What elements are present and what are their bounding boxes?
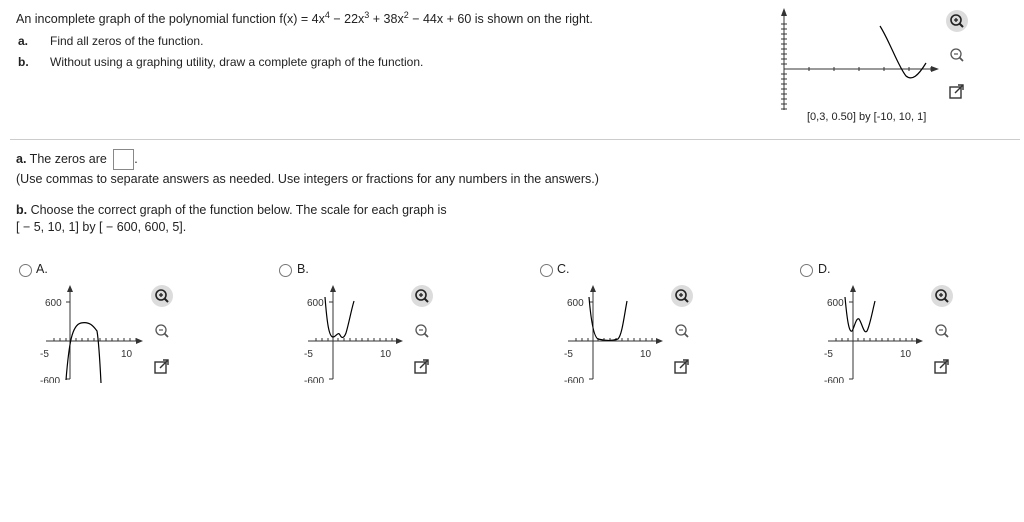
option-d-radio[interactable] [800,264,813,277]
zoom-in-icon [151,285,173,307]
zoom-in-icon [931,285,953,307]
option-b-ybot-label: -600 [304,376,325,383]
option-c-zoom-out-button[interactable] [671,320,693,342]
option-a-graph [36,283,148,383]
option-a-zoom-out-button[interactable] [151,320,173,342]
part-a-text: Find all zeros of the function. [50,34,204,48]
option-d-y-arrow [850,285,856,292]
problem-statement: An incomplete graph of the polynomial function $f(x) = 4x^4 - 22x^3 + 38x^2 - 44x + 60$ is shown on the right. [16,10,593,27]
option-a-ytop-label: 600 [45,298,62,309]
part-b-letter: b. [18,55,29,69]
part-b-text: Without using a graphing utility, draw a complete graph of the function. [50,55,424,69]
zoom-out-icon [931,320,953,342]
option-c-xright-label: 10 [640,349,652,360]
option-a-ybot-label: -600 [40,376,61,383]
option-d-xright-label: 10 [900,349,912,360]
option-a-x-arrow [136,338,143,344]
open-external-icon [948,83,966,101]
zeros-answer-input[interactable] [113,149,134,170]
option-b-curve [325,297,354,337]
x-axis-arrow [931,66,939,72]
option-c-y-arrow [590,285,596,292]
divider [10,139,1020,140]
zoom-in-button[interactable] [946,10,968,32]
option-c-ytop-label: 600 [567,298,584,309]
zoom-in-icon [946,10,968,32]
option-c-radio[interactable] [540,264,553,277]
option-d-x-arrow [916,338,923,344]
zoom-in-icon [671,285,693,307]
question-a: a. The zeros are . [16,149,138,170]
zoom-out-icon [151,320,173,342]
given-graph [776,8,946,112]
option-a-xright-label: 10 [121,349,133,360]
option-b-label[interactable]: B. [297,262,309,276]
option-c-curve [589,297,627,341]
option-a-y-arrow [67,285,73,292]
option-a-zoom-in-button[interactable] [151,285,173,307]
option-d-zoom-in-button[interactable] [931,285,953,307]
option-c-graph [556,283,668,383]
zoom-out-button[interactable] [946,44,968,66]
zoom-out-icon [946,44,968,66]
option-b-x-arrow [396,338,403,344]
option-d-xleft-label: -5 [824,349,833,360]
option-b-ytop-label: 600 [307,298,324,309]
zoom-out-icon [671,320,693,342]
option-c-zoom-in-button[interactable] [671,285,693,307]
option-c-open-external-button[interactable] [673,358,691,376]
part-a-letter: a. [18,34,29,48]
option-d-zoom-out-button[interactable] [931,320,953,342]
option-d-open-external-button[interactable] [933,358,951,376]
open-external-icon [153,358,171,376]
y-axis-arrow [781,8,787,16]
window-caption: [0,3, 0.50] by [-10, 10, 1] [807,111,927,123]
option-b-radio[interactable] [279,264,292,277]
option-b-zoom-in-button[interactable] [411,285,433,307]
option-b-y-arrow [330,285,336,292]
option-a-label[interactable]: A. [36,262,48,276]
function-curve [880,26,926,78]
question-b: b. Choose the correct graph of the function below. The scale for each graph is [16,203,447,217]
option-a-xleft-label: -5 [40,349,49,360]
option-a-radio[interactable] [19,264,32,277]
option-a-curve [66,323,101,383]
option-c-label[interactable]: C. [557,262,570,276]
option-c-xleft-label: -5 [564,349,573,360]
option-b-xright-label: 10 [380,349,392,360]
option-b-open-external-button[interactable] [413,358,431,376]
option-b-graph [296,283,408,383]
question-b-scale: [ − 5, 10, 1] by [ − 600, 600, 5]. [16,220,187,234]
option-d-label[interactable]: D. [818,262,831,276]
option-d-ytop-label: 600 [827,298,844,309]
zoom-out-icon [411,320,433,342]
open-external-icon [413,358,431,376]
question-a-hint: (Use commas to separate answers as needed. Use integers or fractions for any numbers in the answers.) [16,172,599,186]
option-a-open-external-button[interactable] [153,358,171,376]
option-d-graph [816,283,928,383]
option-b-xleft-label: -5 [304,349,313,360]
option-b-zoom-out-button[interactable] [411,320,433,342]
option-c-x-arrow [656,338,663,344]
option-c-ybot-label: -600 [564,376,585,383]
zoom-in-icon [411,285,433,307]
open-external-button[interactable] [948,83,966,101]
open-external-icon [673,358,691,376]
option-d-ybot-label: -600 [824,376,845,383]
open-external-icon [933,358,951,376]
